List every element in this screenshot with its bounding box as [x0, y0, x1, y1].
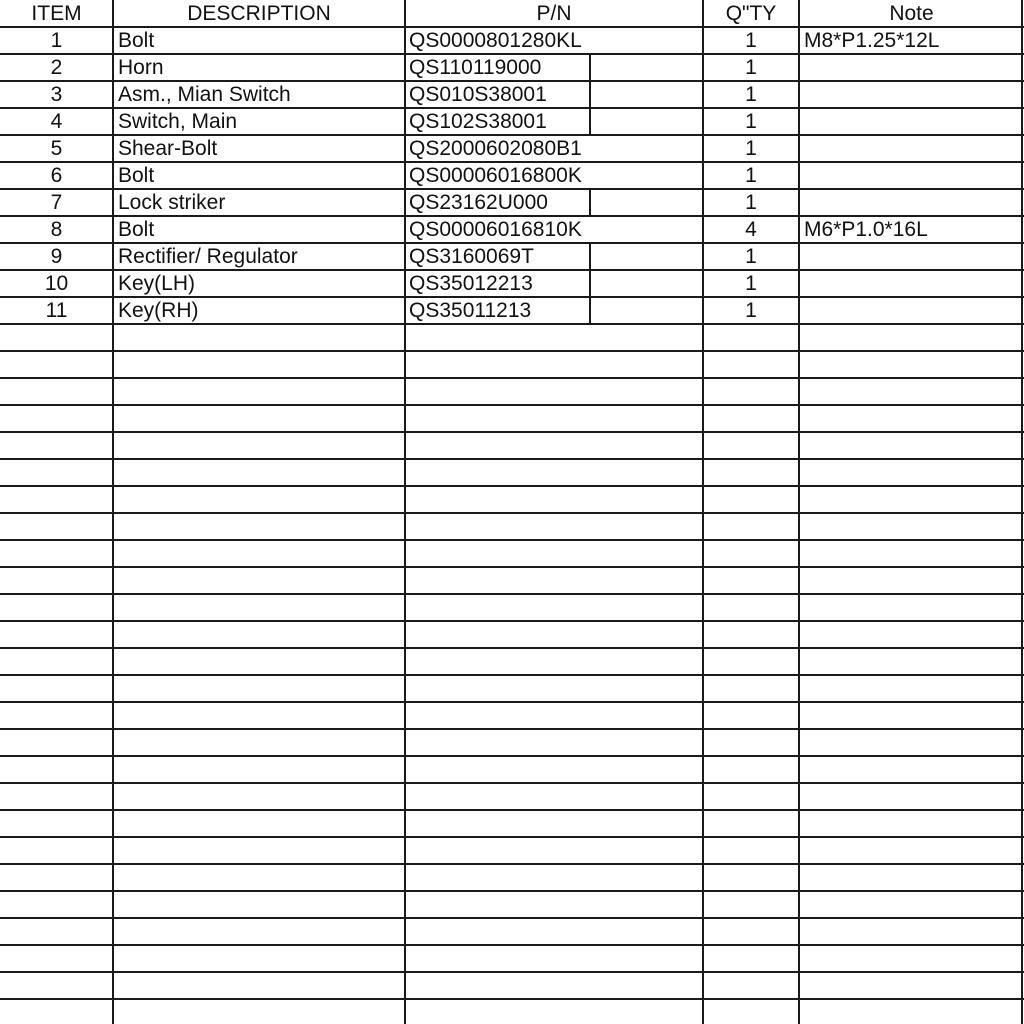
empty-table-row [0, 540, 1024, 567]
row-rule [0, 728, 1024, 730]
row-rule [0, 971, 1024, 973]
description-cell: Horn [118, 56, 164, 79]
description-cell: Bolt [118, 218, 155, 241]
row-rule [0, 782, 1024, 784]
description-cell: Bolt [118, 29, 155, 52]
empty-table-row [0, 810, 1024, 837]
quantity-cell: 1 [745, 83, 757, 106]
table-row [0, 54, 1024, 81]
quantity-cell: 4 [745, 218, 757, 241]
row-rule [0, 350, 1024, 352]
table-row [0, 216, 1024, 243]
row-rule [0, 377, 1024, 379]
row-rule [0, 998, 1024, 1000]
item-cell: 7 [50, 191, 63, 214]
row-rule [0, 296, 1024, 298]
description-cell: Lock striker [118, 191, 226, 214]
row-rule [0, 944, 1024, 946]
row-rule [0, 755, 1024, 757]
header-quantity: Q"TY [725, 2, 777, 25]
part-number-divider [589, 82, 591, 107]
quantity-cell: 1 [745, 245, 757, 268]
empty-table-row [0, 459, 1024, 486]
item-cell: 10 [44, 272, 69, 295]
quantity-cell: 1 [745, 110, 757, 133]
table-row [0, 135, 1024, 162]
note-cell [799, 135, 1024, 162]
item-cell: 2 [50, 56, 63, 79]
item-cell: 8 [50, 218, 63, 241]
header-part-number: P/N [536, 2, 572, 25]
table-row [0, 189, 1024, 216]
column-rule [404, 0, 406, 1024]
row-rule [0, 674, 1024, 676]
part-number-divider [589, 244, 591, 269]
row-rule [0, 188, 1024, 190]
item-cell: 4 [50, 110, 63, 133]
quantity-cell: 1 [745, 56, 757, 79]
description-cell: Key(RH) [118, 299, 199, 322]
item-cell: 3 [50, 83, 63, 106]
empty-table-row [0, 945, 1024, 972]
table-row [0, 297, 1024, 324]
empty-table-row [0, 918, 1024, 945]
part-number-divider [589, 190, 591, 215]
part-number-cell: QS110119000 [409, 56, 542, 79]
empty-table-row [0, 324, 1024, 351]
quantity-cell: 1 [745, 191, 757, 214]
row-rule [0, 593, 1024, 595]
row-rule [0, 620, 1024, 622]
empty-table-row [0, 621, 1024, 648]
header-item: ITEM [31, 2, 82, 25]
column-rule [798, 0, 800, 1024]
empty-table-row [0, 648, 1024, 675]
row-rule [0, 80, 1024, 82]
table-row [0, 162, 1024, 189]
part-number-divider [589, 109, 591, 134]
quantity-cell: 1 [745, 137, 757, 160]
part-number-cell: QS010S38001 [409, 83, 547, 106]
row-rule [0, 107, 1024, 109]
empty-table-row [0, 972, 1024, 999]
row-rule [0, 323, 1024, 325]
table-row [0, 108, 1024, 135]
part-number-divider [589, 271, 591, 296]
part-number-cell: QS102S38001 [409, 110, 547, 133]
empty-table-row [0, 864, 1024, 891]
row-rule [0, 53, 1024, 55]
description-cell: Asm., Mian Switch [118, 83, 291, 106]
row-rule [0, 836, 1024, 838]
row-rule [0, 917, 1024, 919]
note-cell [799, 81, 1024, 108]
empty-table-row [0, 675, 1024, 702]
empty-table-row [0, 567, 1024, 594]
empty-table-row [0, 486, 1024, 513]
quantity-cell: 1 [745, 29, 757, 52]
row-rule [0, 431, 1024, 433]
column-rule [1021, 0, 1023, 1024]
description-cell: Switch, Main [118, 110, 238, 133]
empty-table-row [0, 729, 1024, 756]
part-number-divider [589, 298, 591, 323]
description-cell: Bolt [118, 164, 155, 187]
empty-table-row [0, 432, 1024, 459]
row-rule [0, 404, 1024, 406]
empty-table-row [0, 702, 1024, 729]
header-description: DESCRIPTION [187, 2, 331, 25]
quantity-cell: 1 [745, 299, 757, 322]
part-number-cell: QS00006016810K [409, 218, 582, 241]
item-cell: 11 [45, 299, 68, 322]
quantity-cell: 1 [745, 164, 757, 187]
row-rule [0, 512, 1024, 514]
note-cell [799, 189, 1024, 216]
note-cell [799, 108, 1024, 135]
item-cell: 6 [50, 164, 63, 187]
part-number-cell: QS35011213 [409, 299, 532, 322]
row-rule [0, 566, 1024, 568]
table-row [0, 27, 1024, 54]
table-row [0, 270, 1024, 297]
item-cell: 9 [50, 245, 63, 268]
table-row [0, 243, 1024, 270]
item-cell: 1 [50, 29, 63, 52]
note-cell [799, 54, 1024, 81]
row-rule [0, 890, 1024, 892]
part-number-divider [589, 55, 591, 80]
part-number-cell: QS35012213 [409, 272, 533, 295]
note-cell: M8*P1.25*12L [804, 29, 940, 52]
note-cell: M6*P1.0*16L [804, 218, 928, 241]
row-rule [0, 215, 1024, 217]
empty-table-row [0, 999, 1024, 1024]
table-row [0, 81, 1024, 108]
row-rule [0, 161, 1024, 163]
description-cell: Key(LH) [118, 272, 196, 295]
column-rule [112, 0, 114, 1024]
empty-table-row [0, 891, 1024, 918]
row-rule [0, 863, 1024, 865]
note-cell [799, 243, 1024, 270]
empty-table-row [0, 351, 1024, 378]
table-header-row [0, 0, 1024, 27]
row-rule [0, 458, 1024, 460]
part-number-cell: QS00006016800K [409, 164, 582, 187]
row-rule [0, 647, 1024, 649]
row-rule [0, 26, 1024, 28]
empty-table-row [0, 837, 1024, 864]
row-rule [0, 242, 1024, 244]
description-cell: Rectifier/ Regulator [118, 245, 298, 268]
empty-table-row [0, 405, 1024, 432]
empty-table-row [0, 513, 1024, 540]
note-cell [799, 297, 1024, 324]
row-rule [0, 269, 1024, 271]
empty-table-row [0, 378, 1024, 405]
part-number-cell: QS23162U000 [409, 191, 548, 214]
item-cell: 5 [50, 137, 63, 160]
row-rule [0, 134, 1024, 136]
empty-table-row [0, 594, 1024, 621]
row-rule [0, 485, 1024, 487]
column-rule [702, 0, 704, 1024]
part-number-cell: QS3160069T [409, 245, 534, 268]
part-number-cell: QS2000602080B1 [409, 137, 582, 160]
row-rule [0, 539, 1024, 541]
quantity-cell: 1 [745, 272, 757, 295]
row-rule [0, 701, 1024, 703]
note-cell [799, 270, 1024, 297]
row-rule [0, 809, 1024, 811]
empty-table-row [0, 783, 1024, 810]
part-number-cell: QS0000801280KL [409, 29, 582, 52]
empty-table-row [0, 756, 1024, 783]
note-cell [799, 162, 1024, 189]
header-note: Note [889, 2, 934, 25]
description-cell: Shear-Bolt [118, 137, 218, 160]
